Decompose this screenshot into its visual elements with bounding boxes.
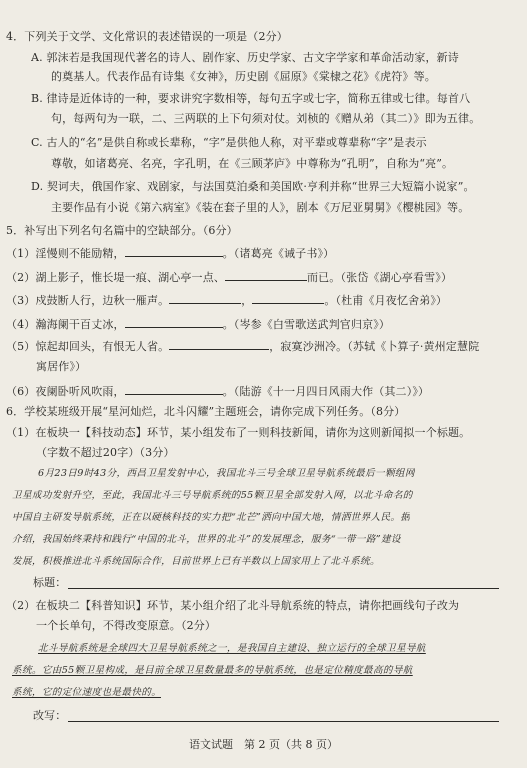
page-footer: 语文试题 第 2 页（共 8 页） xyxy=(189,738,338,751)
q5-item-6 xyxy=(6,384,429,399)
q4-option-a-line1: A. 郭沫若是我国现代著名的诗人、剧作家、历史学家、古文字学家和革命活动家，新诗 xyxy=(31,51,459,64)
q5-item-5-cont: 寓居作》） xyxy=(36,360,87,373)
answer-blank[interactable] xyxy=(225,270,307,281)
q5-item-4-source: 。（岑参《白雪歌送武判官归京》） xyxy=(222,318,391,331)
q4-stem: 4．下列关于文学、文化常识的表述错误的一项是（2分） xyxy=(6,30,288,43)
q5-item-3-text: （3）戍鼓断人行，边秋一雁声。 xyxy=(6,294,170,307)
q5-item-4-text: （4）瀚海阑干百丈冰， xyxy=(6,318,125,331)
answer-blank[interactable] xyxy=(169,293,241,304)
q6-task2-line2: 一个长单句，不得改变原意。（2分） xyxy=(36,619,217,632)
rewrite-label: 改写： xyxy=(33,709,67,722)
news-paragraph-line: 卫星成功发射升空，至此，我国北斗三号导航系统的55颗卫星全部发射入网，以北斗命名的 xyxy=(12,490,413,501)
q5-item-2-text: （2）湖上影子，惟长堤一痕、湖心亭一点、 xyxy=(6,271,225,284)
feature-paragraph-line xyxy=(12,664,413,677)
q6-task1-line2: （字数不超过20字）（3分） xyxy=(36,446,175,459)
news-paragraph-line: 6月23日9时43分，西昌卫星发射中心，我国北斗三号全球卫星导航系统最后一颗组网 xyxy=(38,468,415,479)
q5-item-3 xyxy=(6,293,447,308)
feature-paragraph-line xyxy=(38,642,426,655)
q4-option-b-line2: 句，每两句为一联，二、三两联的上下句须对仗。刘桢的《赠从弟（其二）》即为五律。 xyxy=(51,112,481,125)
title-answer-line[interactable] xyxy=(68,588,499,589)
q5-stem: 5．补写出下列名句名篇中的空缺部分。（6分） xyxy=(6,224,238,237)
q5-item-5-source: ，寂寞沙洲冷。（苏轼《卜算子·黄州定慧院 xyxy=(269,340,480,353)
feature-paragraph-line xyxy=(12,686,161,699)
q5-item-3-source: 。（杜甫《月夜忆舍弟》） xyxy=(324,294,448,307)
answer-blank[interactable] xyxy=(252,293,324,304)
news-paragraph-line: 介绍，我国始终秉持和践行“中国的北斗，世界的北斗”的发展理念，服务“一带一路”建设 xyxy=(12,534,401,545)
q5-item-1-source: 。（诸葛亮《诫子书》） xyxy=(222,247,335,260)
q4-option-c-line1: C. 古人的“名”是供自称或长辈称，“字”是供他人称，对平辈或尊辈称“字”是表示 xyxy=(31,136,427,149)
answer-blank[interactable] xyxy=(125,384,223,395)
title-label: 标题： xyxy=(33,576,67,589)
q5-item-5 xyxy=(6,339,479,354)
q6-task2-line1: （2）在板块二【科普知识】环节，某小组介绍了北斗导航系统的特点，请你把画线句子改为 xyxy=(6,599,460,612)
answer-blank[interactable] xyxy=(125,246,223,257)
answer-blank[interactable] xyxy=(169,339,269,350)
q5-item-3-comma: ， xyxy=(241,294,253,307)
q6-task1-line1: （1）在板块一【科技动态】环节，某小组发布了一则科技新闻，请你为这则新闻拟一个标题。 xyxy=(6,426,471,439)
rewrite-answer-line[interactable] xyxy=(68,721,499,722)
q6-stem: 6．学校某班级开展“星河灿烂，北斗闪耀”主题班会，请你完成下列任务。（8分） xyxy=(6,405,406,418)
q5-item-1 xyxy=(6,246,334,261)
underlined-sentence: 系统。它由55颗卫星构成，是目前全球卫星数量最多的导航系统，也是定位精度最高的导航 xyxy=(12,665,413,676)
q5-item-6-source: 。（陆游《十一月四日风雨大作（其二）》） xyxy=(222,385,430,398)
news-paragraph-line: 发展，积极推进北斗系统国际合作，目前世界上已有半数以上国家用上了北斗系统。 xyxy=(12,556,380,567)
q4-option-b-line1: B. 律诗是近体诗的一种，要求讲究字数相等，每句五字或七字，简称五律或七律。每首八 xyxy=(31,92,471,105)
news-paragraph-line: 中国自主研发导航系统，正在以硬核科技的实力把“北芒”洒向中国大地，情洒世界人民。据 xyxy=(12,512,411,523)
q4-option-a-line2: 的奠基人。代表作品有诗集《女神》，历史剧《屈原》《棠棣之花》《虎符》等。 xyxy=(51,70,436,83)
q5-item-2-source: 而已。（张岱《湖心亭看雪》） xyxy=(307,271,453,284)
q5-item-5-text: （5）惊起却回头，有恨无人省。 xyxy=(6,340,170,353)
q5-item-4 xyxy=(6,317,390,332)
q5-item-6-text: （6）夜阑卧听风吹雨， xyxy=(6,385,125,398)
q4-option-d-line2: 主要作品有小说《第六病室》《装在套子里的人》，剧本《万尼亚舅舅》《樱桃园》等。 xyxy=(51,201,470,214)
answer-blank[interactable] xyxy=(125,317,223,328)
underlined-sentence: 系统，它的定位速度也是最快的。 xyxy=(12,687,162,698)
q5-item-2 xyxy=(6,270,452,285)
underlined-sentence: 北斗导航系统是全球四大卫星导航系统之一，是我国自主建设、独立运行的全球卫星导航 xyxy=(38,643,426,654)
q4-option-c-line2: 尊敬，如诸葛亮、名亮，字孔明，在《三顾茅庐》中尊称为“孔明”，自称为“亮”。 xyxy=(51,157,454,170)
q4-option-d-line1: D. 契诃夫，俄国作家、戏剧家，与法国莫泊桑和美国欧·亨利并称“世界三大短篇小说家”。 xyxy=(31,180,475,193)
q5-item-1-text: （1）淫慢则不能励精， xyxy=(6,247,125,260)
